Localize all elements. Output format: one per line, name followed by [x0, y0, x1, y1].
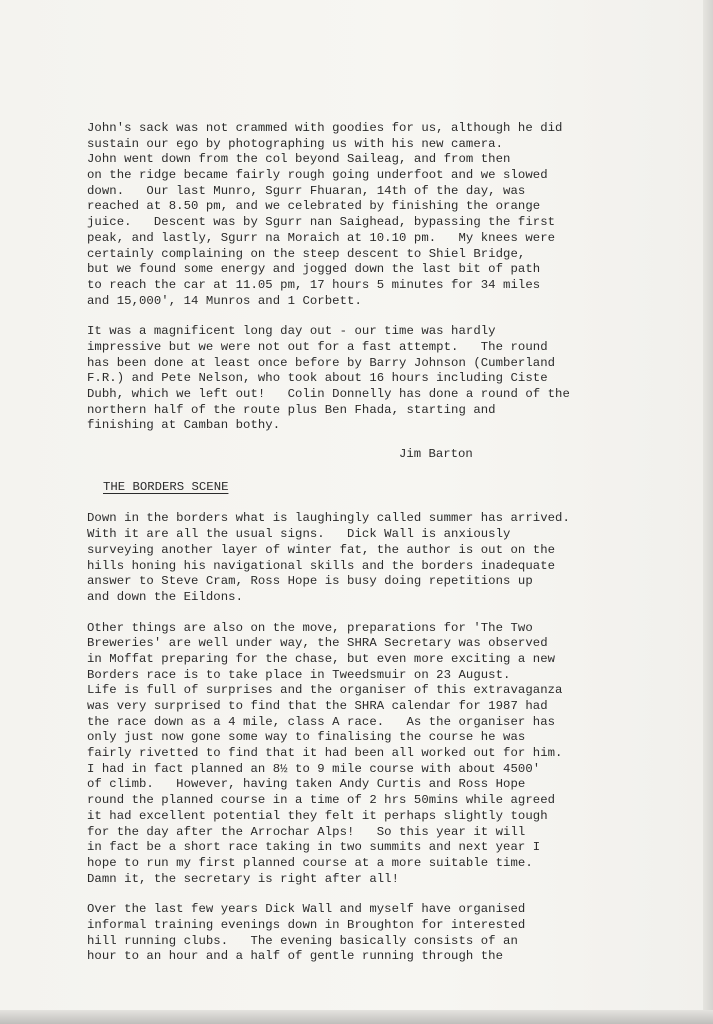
- text-line: has been done at least once before by Barry Johnson (Cumberland: [87, 355, 556, 370]
- text-line: impressive but we were not out for a fast attempt. The round: [87, 339, 548, 354]
- text-line: I had in fact planned an 8½ to 9 mile course with about 4500': [87, 761, 541, 776]
- text-line: juice. Descent was by Sgurr nan Saighead, bypassing the first: [87, 215, 556, 230]
- text-line: reached at 8.50 pm, and we celebrated by finishing the orange: [87, 199, 541, 214]
- text-line: the race down as a 4 mile, class A race. As the organiser has: [87, 714, 556, 729]
- text-line: sustain our ego by photographing us with his new camera.: [87, 136, 504, 151]
- text-line: With it are all the usual signs. Dick Wall is anxiously: [87, 527, 511, 542]
- text-line: in Moffat preparing for the chase, but even more exciting a new: [87, 651, 556, 666]
- text-line: peak, and lastly, Sgurr na Moraich at 10.10 pm. My knees were: [87, 230, 556, 245]
- text-line: Over the last few years Dick Wall and myself have organised: [87, 902, 526, 917]
- text-line: only just now gone some way to finalising the course he was: [87, 730, 526, 745]
- text-line: F.R.) and Pete Nelson, who took about 16 hours including Ciste: [87, 371, 548, 386]
- text-line: hill running clubs. The evening basically consists of an: [87, 933, 518, 948]
- text-line: Other things are also on the move, preparations for 'The Two: [87, 620, 533, 635]
- text-line: and down the Eildons.: [87, 589, 244, 604]
- text-line: was very surprised to find that the SHRA calendar for 1987 had: [87, 699, 548, 714]
- text-line: of climb. However, having taken Andy Curtis and Ross Hope: [87, 777, 526, 792]
- text-line: for the day after the Arrochar Alps! So this year it will: [87, 824, 526, 839]
- text-line: fairly rivetted to find that it had been all worked out for him.: [87, 746, 563, 761]
- paragraph-descent: [87, 121, 687, 309]
- paragraph-summary: [87, 324, 687, 434]
- text-line: finishing at Camban bothy.: [87, 418, 281, 433]
- paragraph-borders-race: [87, 621, 687, 888]
- text-line: to reach the car at 11.05 pm, 17 hours 5 minutes for 34 miles: [87, 277, 541, 292]
- page-right-edge: [703, 0, 713, 1024]
- text-line: in fact be a short race taking in two summits and next year I: [87, 840, 541, 855]
- text-line: Down in the borders what is laughingly called summer has arrived.: [87, 511, 570, 526]
- text-line: Borders race is to take place in Tweedsmuir on 23 August.: [87, 667, 511, 682]
- text-line: on the ridge became fairly rough going underfoot and we slowed: [87, 168, 548, 183]
- text-line: round the planned course in a time of 2 hrs 50mins while agreed: [87, 793, 556, 808]
- text-line: Damn it, the secretary is right after all!: [87, 871, 400, 886]
- paragraph-training: [87, 902, 687, 965]
- text-line: northern half of the route plus Ben Fhada, starting and: [87, 402, 496, 417]
- text-line: Dubh, which we left out! Colin Donnelly has done a round of the: [87, 387, 570, 401]
- text-line: Breweries' are well under way, the SHRA Secretary was observed: [87, 636, 548, 651]
- paragraph-borders-summer: [87, 511, 687, 605]
- text-line: hour to an hour and a half of gentle running through the: [87, 949, 504, 964]
- text-line: John went down from the col beyond Saileag, and from then: [87, 152, 511, 167]
- text-line: Life is full of surprises and the organiser of this extravaganza: [87, 683, 563, 698]
- text-line: but we found some energy and jogged down the last bit of path: [87, 262, 541, 277]
- text-line: John's sack was not crammed with goodies for us, although he did: [87, 121, 563, 135]
- page-content: [87, 121, 687, 980]
- text-line: informal training evenings down in Broughton for interested: [87, 917, 526, 932]
- author-signature: Jim Barton: [399, 447, 473, 462]
- page-bottom-edge: [0, 1010, 713, 1024]
- text-line: surveying another layer of winter fat, the author is out on the: [87, 542, 556, 557]
- section-heading: THE BORDERS SCENE: [103, 479, 229, 494]
- text-line: hope to run my first planned course at a more suitable time.: [87, 855, 533, 870]
- text-line: it had excellent potential they felt it perhaps slightly tough: [87, 808, 548, 823]
- text-line: answer to Steve Cram, Ross Hope is busy doing repetitions up: [87, 574, 533, 589]
- text-line: certainly complaining on the steep descent to Shiel Bridge,: [87, 246, 526, 261]
- text-line: down. Our last Munro, Sgurr Fhuaran, 14th of the day, was: [87, 183, 526, 198]
- text-line: and 15,000', 14 Munros and 1 Corbett.: [87, 293, 362, 308]
- text-line: hills honing his navigational skills and the borders inadequate: [87, 558, 556, 573]
- text-line: It was a magnificent long day out - our time was hardly: [87, 324, 496, 339]
